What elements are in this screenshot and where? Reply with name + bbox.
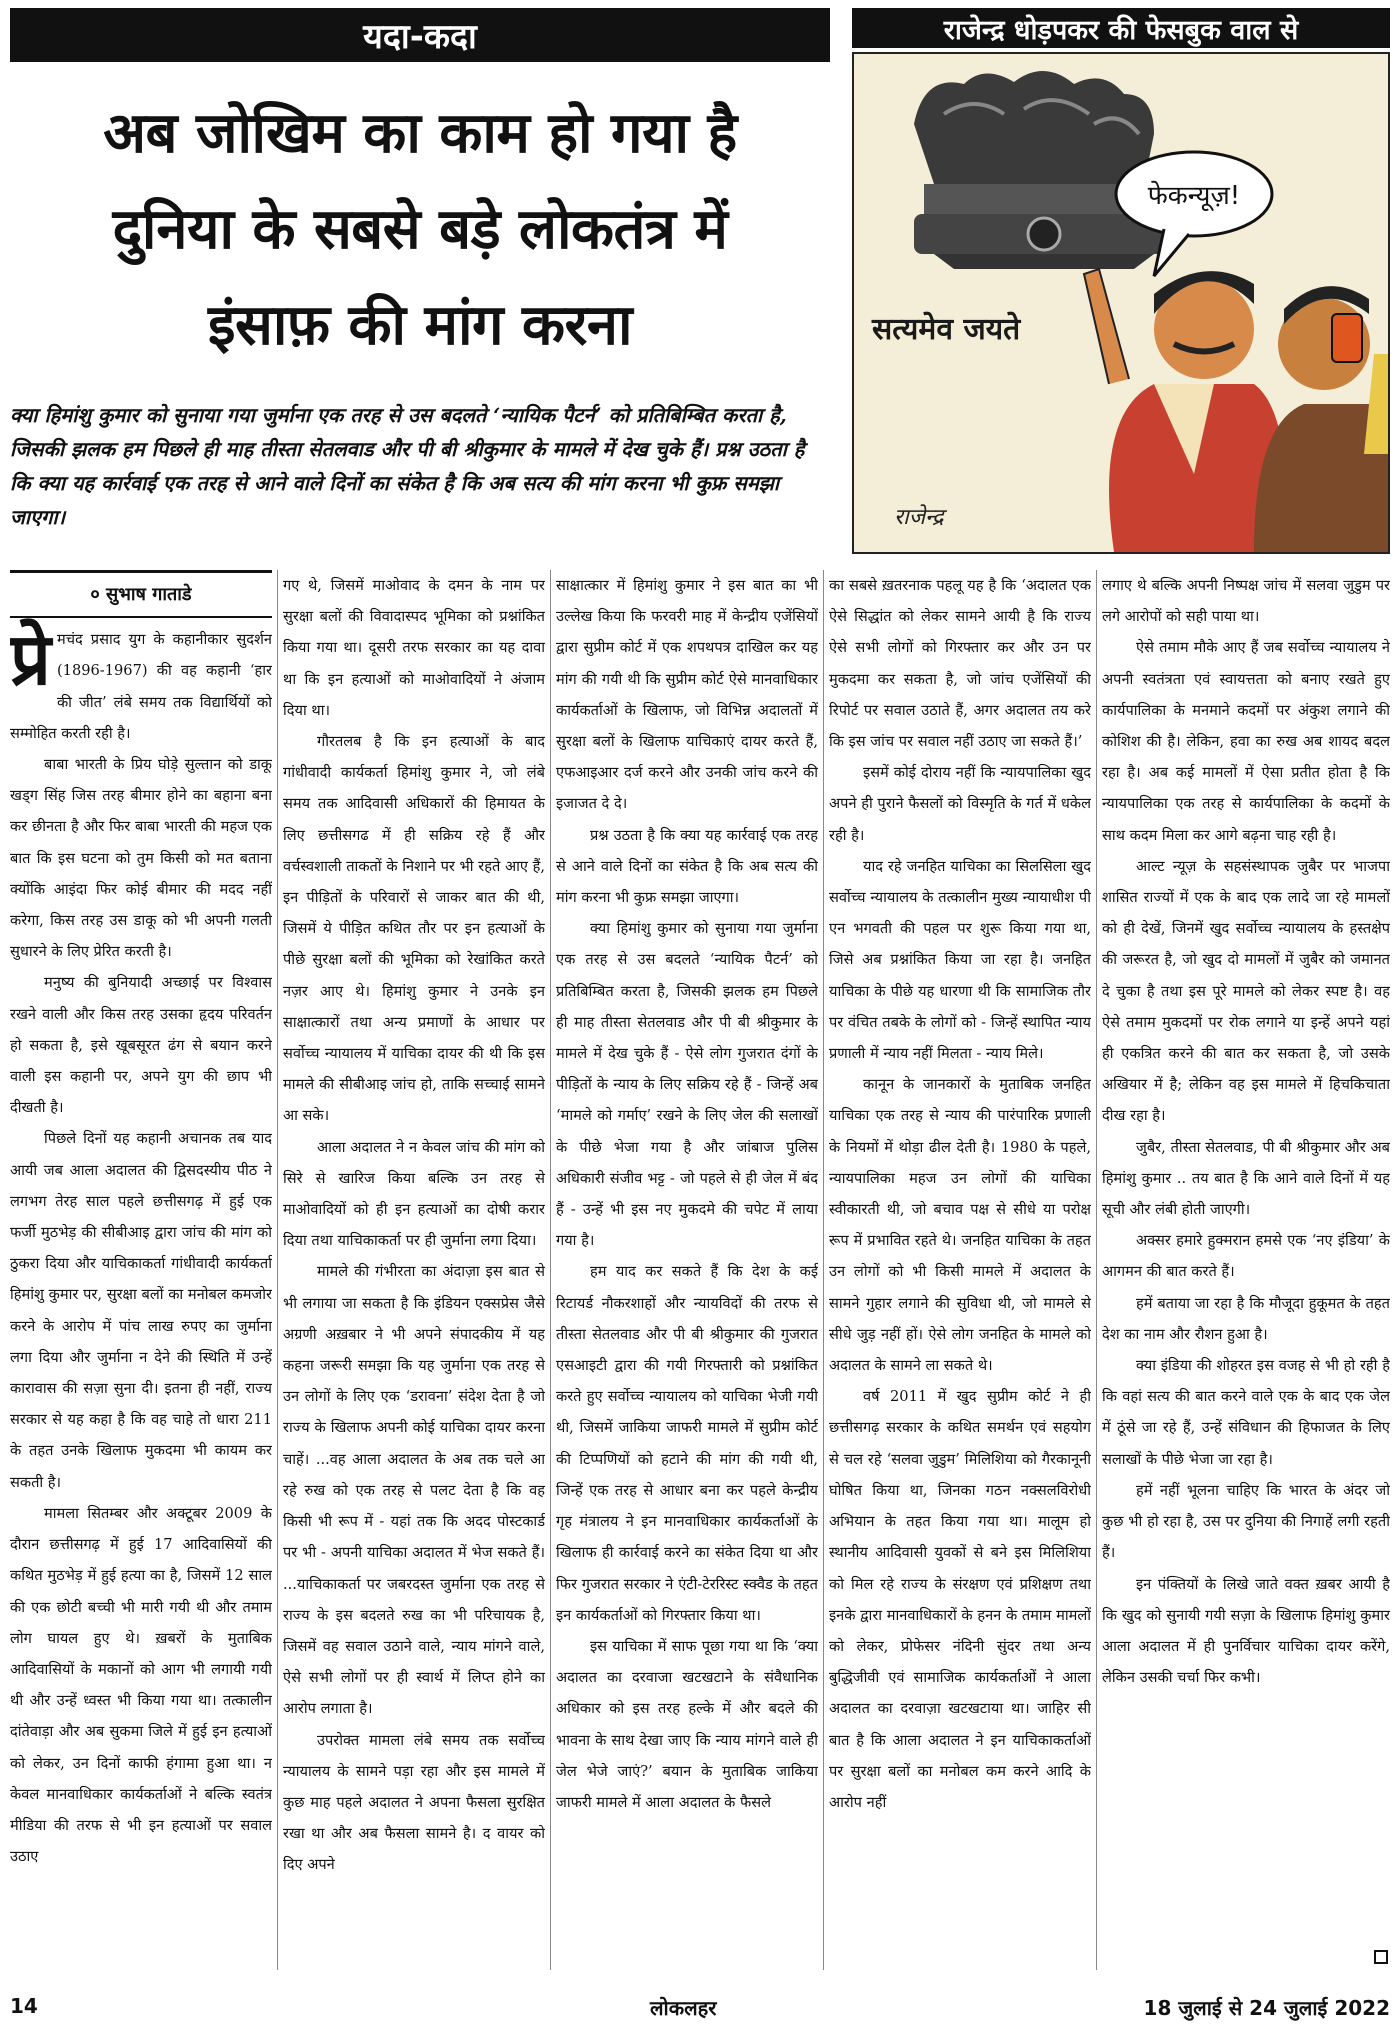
drop-cap: प्रे (10, 617, 51, 702)
column-divider (1096, 570, 1097, 1970)
paragraph: क्या इंडिया की शोहरत इस वजह से भी हो रही है कि वहां सत्य की बात करने वाले एक के बाद एक जेल में ठूंसे जा रहे हैं, उन्हें संविधान की हिफाजत के लिए सलाखों के पीछे भेजा जा रहा है। (1102, 1357, 1390, 1468)
paragraph: इसमें कोई दोराय नहीं कि न्यायपालिका खुद अपने ही पुराने फैसलों को विस्मृति के गर्त में धकेल रही है। (829, 764, 1091, 844)
paragraph: याद रहे जनहित याचिका का सिलसिला खुद सर्वोच्च न्यायालय के तत्कालीन मुख्य न्यायाधीश पी एन भगवती की पहल पर शुरू किया गया था, जिसे अब प्रश्नांकित किया जा रहा है। जनहित याचिका के पीछे यह धारणा थी कि सामाजिक तौर पर वंचित तबके के लोगों को - जिन्हें स्थापित न्याय प्रणाली में न्याय नहीं मिलता - न्याय मिले। (829, 857, 1091, 1063)
paragraph: उपरोक्त मामला लंबे समय तक सर्वोच्च न्यायालय के सामने पड़ा रहा और इस मामले में कुछ माह पहले अदालत ने अपना फैसला सुरक्षित रखा था और अब फैसला सामने है। द वायर को दिए अपने (283, 1731, 545, 1874)
paragraph: का सबसे ख़तरनाक पहलू यह है कि ‘अदालत एक ऐसे सिद्धांत को लेकर सामने आयी है कि राज्य ऐसे सभी लोगों को गिरफ्तार कर और उन पर मुकदमा कर सकता है, जो जांच एजेंसियों की रिपोर्ट पर सवाल उठाते हैं, अगर अदालत तय करे कि इस जांच पर सवाल नहीं उठाए जा सकते हैं।’ (829, 577, 1091, 751)
column-divider (823, 570, 824, 1970)
paragraph: ऐसे तमाम मौके आए हैं जब सर्वोच्च न्यायालय ने अपनी स्वतंत्रता एवं स्वायत्तता को बनाए रखते हुए कार्यपालिका के मनमाने कदमों पर अंकुश लगाने की कोशिश की है। लेकिन, हवा का रुख अब शायद बदल रहा है। अब कई मामलों में ऐसा प्रतीत होता है कि न्यायपालिका एक तरह से कार्यपालिका के कदमों के साथ कदम मिला कर आगे बढ़ना चाह रही है। (1102, 639, 1390, 844)
paragraph: इन पंक्तियों के लिखे जाते वक्त ख़बर आयी है कि खुद को सुनायी गयी सज़ा के खिलाफ हिमांशु कुमार आला अदालत में ही पुनर्विचार याचिका दायर करेंगे, लेकिन उसकी चर्चा फिर कभी। (1102, 1575, 1390, 1687)
headline (10, 86, 830, 374)
page-number: 14 (10, 1994, 38, 2018)
byline: ० सुभाष गाताडे (10, 570, 272, 618)
paragraph: प्रे मचंद प्रसाद युग के कहानीकार सुदर्शन (1896-1967) की वह कहानी ‘हार की जीत’ लंबे समय तक विद्यार्थियों को सम्मोहित करती रही है। (10, 617, 272, 742)
paragraph: मामले की गंभीरता का अंदाज़ा इस बात से भी लगाया जा सकता है कि इंडियन एक्सप्रेस जैसे अग्रणी अख़बार ने भी अपने संपादकीय में यह कहना जरूरी समझा कि यह जुर्माना एक तरह से उन लोगों के लिए एक ‘डरावना’ संदेश देता है जो राज्य के खिलाफ अपनी कोई याचिका दायर करना चाहें। ...वह आला अदालत के अब तक चले आ रहे रुख को एक तरह से पलट देता है कि वह किसी भी रूप में - यहां तक कि अदद पोस्टकार्ड पर भी - अपनी याचिका अदालत में भेज सकते हैं। ...याचिकाकर्ता पर जबरदस्त जुर्माना एक तरह से राज्य के इस बदलते रुख का भी परिचायक है, जिसमें वह सवाल उठाने वाले, न्याय मांगने वाले, ऐसे सभी लोगों पर ही स्वार्थ में लिप्त होने का आरोप लगाता है। (283, 1263, 545, 1718)
publication-name: लोकलहर (650, 1996, 717, 2020)
speech-bubble-text: फेकन्यूज़! (1147, 181, 1241, 211)
paragraph: इस याचिका में साफ पूछा गया था कि ‘क्या अदालत का दरवाजा खटखटाने के संवैधानिक अधिकार को इस तरह हल्के में और बदले की भावना के साथ देखा जाए कि न्याय मांगने वाले ही जेल भेजे जाएं?’ बयान के मुताबिक जाकिया जाफरी मामले में आला अदालत के फैसले (556, 1637, 818, 1811)
paragraph: साक्षात्कार में हिमांशु कुमार ने इस बात का भी उल्लेख किया कि फरवरी माह में केन्द्रीय एजेंसियों द्वारा सुप्रीम कोर्ट में एक शपथपत्र दाखिल कर यह मांग की गयी थी कि सुप्रीम कोर्ट ऐसे मानवाधिकार कार्यकर्ताओं के खिलाफ, जो विभिन्न अदालतों में सुरक्षा बलों के खिलाफ याचिकाएं दायर करते हैं, एफआइआर दर्ज करने और उनकी जांच करने की इजाजत दे दे। (556, 577, 818, 813)
article-column-3 (556, 570, 818, 1970)
paragraph: प्रश्न उठता है कि क्या यह कार्रवाई एक तरह से आने वाले दिनों का संकेत है कि अब सत्य की मांग करना भी कुफ्र समझा जाएगा। (556, 826, 818, 907)
paragraph: आला अदालत ने न केवल जांच की मांग को सिरे से खारिज किया बल्कि उन तरह से माओवादियों को ही इन हत्याओं का दोषी करार दिया तथा याचिकाकर्ता पर ही जुर्माना लगा दिया। (283, 1138, 545, 1250)
cartoon-signature: राजेन्द्र (894, 505, 944, 530)
column-divider (550, 570, 551, 1970)
headline-line-2: दुनिया के सबसे बड़े लोकतंत्र में (112, 197, 728, 262)
paragraph: मामला सितम्बर और अक्टूबर 2009 के दौरान छत्तीसगढ़ में हुई 17 आदिवासियों की कथित मुठभेड़ में हुई हत्या का है, जिसमें 12 साल की एक छोटी बच्ची भी मारी गयी थी और तमाम लोग घायल हुए थे। ख़बरों के मुताबिक आदिवासियों के मकानों को आग भी लगायी गयी थी और उन्हें ध्वस्त भी किया गया था। तत्कालीन दांतेवाड़ा और अब सुकमा जिले में हुई इन हत्याओं को लेकर, उन दिनों काफी हंगामा हुआ था। न केवल मानवाधिकार कार्यकर्ताओं ने बल्कि स्वतंत्र मीडिया की तरफ से भी इन हत्याओं पर सवाल उठाए (10, 1504, 272, 1866)
emblem-text: सत्यमेव जयते (872, 312, 1021, 347)
paragraph: वर्ष 2011 में खुद सुप्रीम कोर्ट ने ही छत्तीसगढ़ सरकार के कथित समर्थन एवं सहयोग से चल रहे ‘सलवा जुडुम’ मिलिशिया को गैरकानूनी घोषित किया था, जिनका गठन नक्सलविरोधी अभियान के तहत किया गया था। मालूम हो स्थानीय आदिवासी युवकों से बने इस मिलिशिया को मिल रहे राज्य के संरक्षण एवं प्रशिक्षण तथा इनके द्वारा मानवाधिकारों के हनन के तमाम मामलों को लेकर, प्रोफेसर नंदिनी सुंदर तथा अन्य बुद्धिजीवी एवं सामाजिक कार्यकर्ताओं ने आला अदालत का दरवाज़ा खटखटाया था। जाहिर सी बात है कि आला अदालत ने इन याचिकाकर्ताओं पर सुरक्षा बलों का मनोबल कम करने आदि के आरोप नहीं (829, 1388, 1091, 1811)
paragraph: क्या हिमांशु कुमार को सुनाया गया जुर्माना एक तरह से उस बदलते ‘न्यायिक पैटर्न’ को प्रतिबिम्बित करता है, जिसकी झलक हम पिछले ही माह तीस्ता सेतलवाड और पी बी श्रीकुमार के मामले में देख चुके हैं - ऐसे लोग गुजरात दंगों के पीड़ितों के न्याय के लिए सक्रिय रहे हैं - जिन्हें अब ‘मामले को गर्माए’ रखने के लिए जेल की सलाखों के पीछे भेजा गया है और जांबाज पुलिस अधिकारी संजीव भट्ट - जो पहले से ही जेल में बंद हैं - उन्हें भी इस नए मुकदमे की चपेट में लाया गया है। (556, 920, 818, 1250)
article-column-5 (1102, 570, 1390, 1970)
paragraph: लगाए थे बल्कि अपनी निष्पक्ष जांच में सलवा जुडुम पर लगे आरोपों को सही पाया था। (1102, 577, 1390, 626)
cartoon-section-label: राजेन्द्र धोड़पकर की फेसबुक वाल से (852, 8, 1390, 48)
paragraph: मनुष्य की बुनियादी अच्छाई पर विश्वास रखने वाली और किस तरह उसका हृदय परिवर्तन हो सकता है, इसे खूबसूरत ढंग से बयान करने वाली इस कहानी पर, अपने युग की छाप भी दीखती है। (10, 974, 272, 1117)
article-column-4 (829, 570, 1091, 1970)
article-column-1 (10, 570, 272, 1970)
page-footer (10, 1988, 1390, 2024)
paragraph: अक्सर हमारे हुक्मरान हमसे एक ‘नए इंडिया’ के आगमन की बात करते हैं। (1102, 1232, 1390, 1281)
paragraph: गौरतलब है कि इन हत्याओं के बाद गांधीवादी कार्यकर्ता हिमांशु कुमार ने, जो लंबे समय तक आदिवासी अधिकारों की हिमायत के लिए छत्तीसगढ में ही सक्रिय रहे हैं और वर्चस्वशाली ताकतों के निशाने पर भी रहते आए हैं, इन पीड़ितों के परिवारों से जाकर बात की थी, जिसमें ये पीड़ित कथित तौर पर इन हत्याओं के पीछे सुरक्षा बलों की भूमिका को रेखांकित करते नज़र आए थे। हिमांशु कुमार ने उनके इन साक्षात्कारों तथा अन्य प्रमाणों के आधार पर सर्वोच्च न्यायालय में याचिका दायर की थी कि इस मामले की सीबीआइ जांच हो, ताकि सच्चाई सामने आ सके। (283, 733, 545, 1125)
cartoon-illustration (852, 52, 1390, 554)
headline-line-3: इंसाफ़ की मांग करना (207, 293, 633, 358)
column-divider (277, 570, 278, 1970)
paragraph: हमें बताया जा रहा है कि मौजूदा हुकूमत के तहत देश का नाम और रौशन हुआ है। (1102, 1294, 1390, 1343)
paragraph: गए थे, जिसमें माओवाद के दमन के नाम पर सुरक्षा बलों की विवादास्पद भूमिका को प्रश्नांकित किया गया था। दूसरी तरफ सरकार का यह दावा था कि इन हत्याओं को माओवादियों ने अंजाम दिया था। (283, 577, 545, 719)
paragraph: हमें नहीं भूलना चाहिए कि भारत के अंदर जो कुछ भी हो रहा है, उस पर दुनिया की निगाहें लगी रहती हैं। (1102, 1481, 1390, 1562)
headline-line-1: अब जोखिम का काम हो गया है (103, 101, 737, 166)
paragraph: जुबैर, तीस्ता सेतलवाड, पी बी श्रीकुमार और अब हिमांशु कुमार .. तय बात है कि आने वाले दिनों में यह सूची और लंबी होती जाएगी। (1102, 1138, 1390, 1219)
paragraph: हम याद कर सकते हैं कि देश के कई रिटायर्ड नौकरशाहों और न्यायविदों की तरफ से तीस्ता सेतलवाड और पी बी श्रीकुमार की गुजरात एसआइटी द्वारा की गयी गिरफ्तारी को प्रश्नांकित करते हुए सर्वोच्च न्यायालय को याचिका भेजी गयी थी, जिसमें जाकिया जाफरी मामले में सुप्रीम कोर्ट की टिप्पणियों को हटाने की मांग की गयी थी, जिन्हें एक तरह से आधार बना कर पहले केन्द्रीय गृह मंत्रालय ने इन मानवाधिकार कार्यकर्ताओं के खिलाफ ही कार्रवाई करने का संकेत दिया था और फिर गुजरात सरकार ने एंटी-टेररिस्ट स्क्वैड के तहत इन कार्यकर्ताओं को गिरफ्तार किया था। (556, 1263, 818, 1624)
paragraph: कानून के जानकारों के मुताबिक जनहित याचिका एक तरह से न्याय की पारंपारिक प्रणाली के नियमों में थोड़ा ढील देती है। 1980 के पहले, न्यायपालिका महज उन लोगों की याचिका स्वीकारती थी, जो बचाव पक्ष से सीधे या परोक्ष रूप में प्रभावित रहते थे। जनहित याचिका के तहत उन लोगों को भी किसी मामले में अदालत के सामने गुहार लगाने की सुविधा थी, जो मामले से सीधे जुड़ नहीं हों। ऐसे लोग जनहित के मामले को अदालत के सामने ला सकते थे। (829, 1076, 1091, 1375)
issue-date: 18 जुलाई से 24 जुलाई 2022 (1143, 1996, 1390, 2020)
paragraph: बाबा भारती के प्रिय घोड़े सुल्तान को डाकू खड्ग सिंह जिस तरह बीमार होने का बहाना बना कर छीनता है और फिर बाबा भारती की महज एक बात कि इस घटना को तुम किसी को मत बताना क्योंकि आइंदा फिर कोई बीमार की मदद नहीं करेगा, किस तरह उस डाकू को भी अपनी गलती सुधारने के लिए प्रेरित करती है। (10, 756, 272, 961)
paragraph: आल्ट न्यूज़ के सहसंस्थापक जुबैर पर भाजपा शासित राज्यों में एक के बाद एक लादे जा रहे मामलों को ही देखें, जिनमें खुद सर्वोच्च न्यायालय के हस्तक्षेप की जरूरत है, जो खुद दो मामलों में जुबैर को जमानत दे चुका है तथा इस पूरे मामले को लेकर स्पष्ट है। वह ऐसे तमाम मुकदमों पर रोक लगाने या इन्हें अपने यहां ही एकत्रित करने की बात कर सकता है, जो उसके अखियार में है; लेकिन वह इस मामले में हिचकिचाता दीख रहा है। (1102, 857, 1390, 1125)
paragraph: पिछले दिनों यह कहानी अचानक तब याद आयी जब आला अदालत की द्विसदस्यीय पीठ ने लगभग तेरह साल पहले छत्तीसगढ़ में हुई एक फर्जी मुठभेड़ की सीबीआइ द्वारा जांच की मांग को ठुकरा दिया और याचिकाकर्ता गांधीवादी कार्यकर्ता हिमांशु कुमार पर, सुरक्षा बलों का मनोबल कमजोर करने के आरोप में पांच लाख रुपए का जुर्माना लगा दिया और जुर्माना न देने की स्थिति में उन्हें कारावास की सज़ा सुना दी। इतना ही नहीं, राज्य सरकार से यह कहा है कि वह चाहे तो धारा 211 के तहत उनके खिलाफ मुकदमा भी कायम कर सकती है। (10, 1130, 272, 1491)
end-mark-icon (1374, 1950, 1388, 1964)
cartoon-drawing (854, 54, 1388, 552)
section-label: यदा-कदा (10, 8, 830, 62)
article-column-2 (283, 570, 545, 1970)
standfirst: क्या हिमांशु कुमार को सुनाया गया जुर्माना एक तरह से उस बदलते ‘न्यायिक पैटर्न’ को प्रतिबिम्बित करता है, जिसकी झलक हम पिछले ही माह तीस्ता सेतलवाड और पी बी श्रीकुमार के मामले में देख चुके हैं। प्रश्न उठता है कि क्या यह कार्रवाई एक तरह से आने वाले दिनों का संकेत है कि अब सत्य की मांग करना भी कुफ्र समझा जाएगा। (10, 403, 805, 529)
